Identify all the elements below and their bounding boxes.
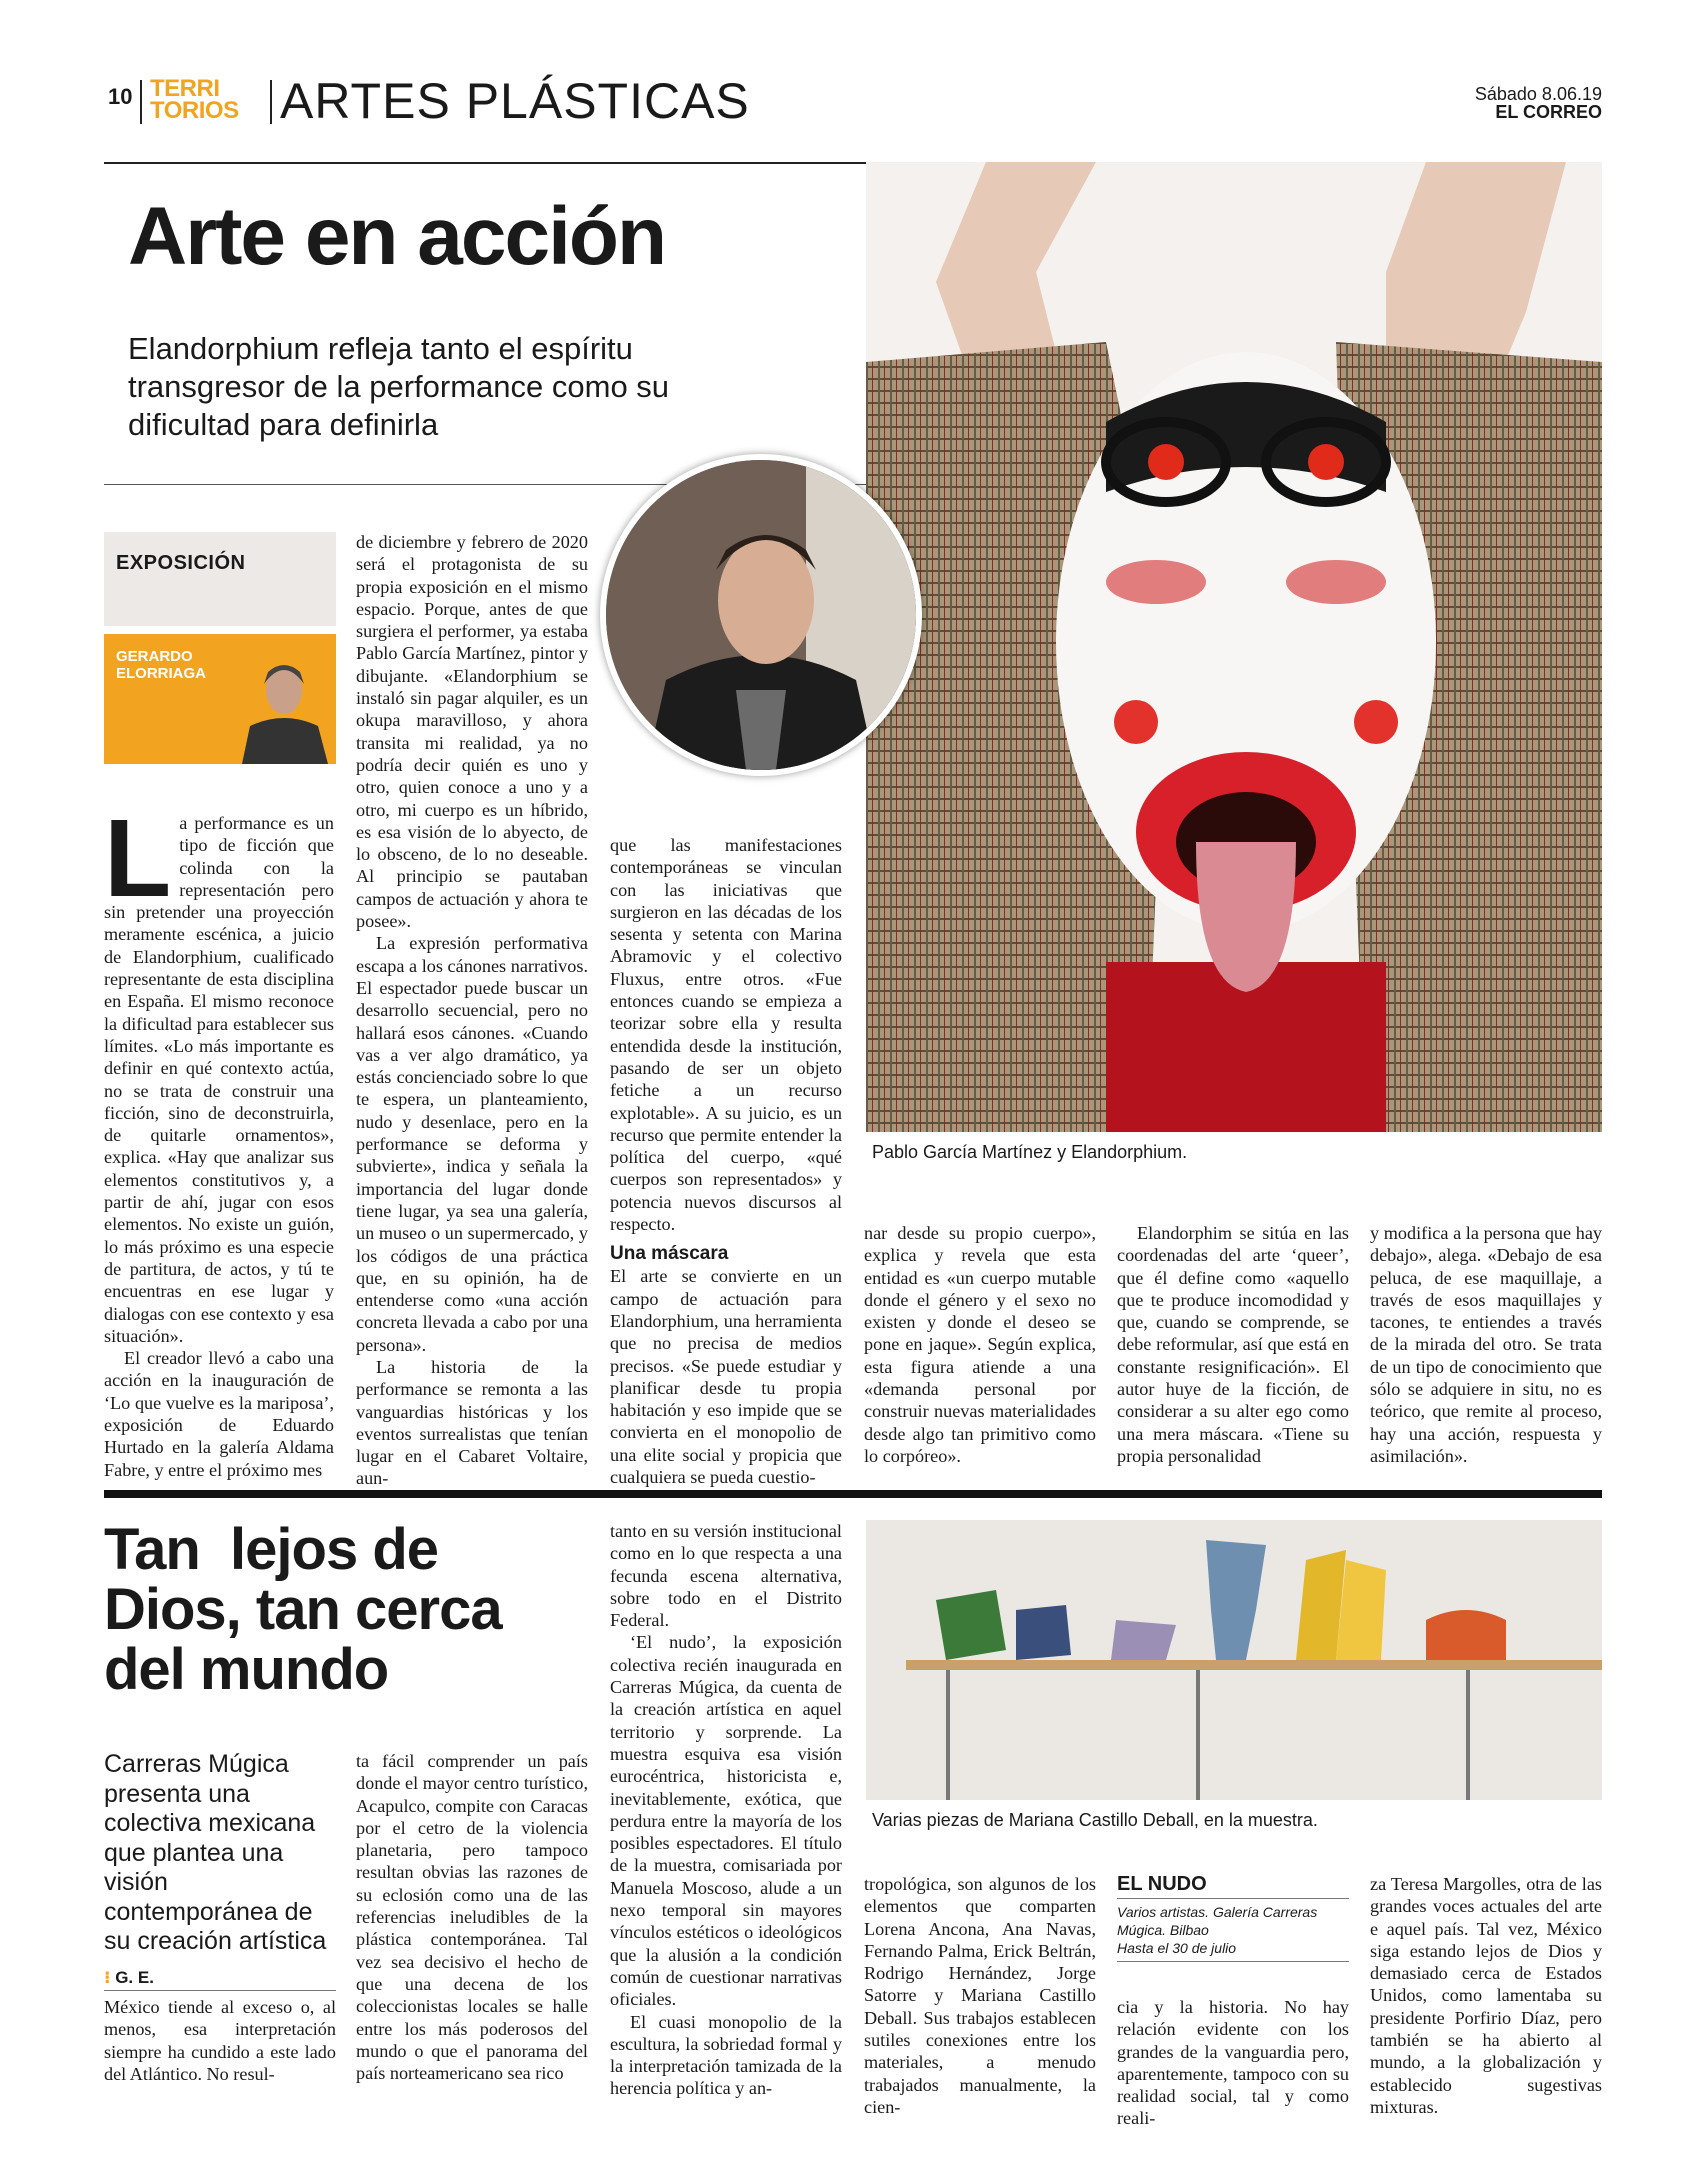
author-box bbox=[104, 634, 336, 764]
article1-col3-p1: que las manifestaciones contemporáneas se vinculan con las iniciativas que surgieron en las décadas de los sesenta y setenta con Marina Abramovic y el colectivo Fluxus, entre otros. «Fue entonces cuando se empieza a teorizar sobre ella y resulta entendida desde la institución, pasando de ser un objeto fetiche a un recurso explotable». A su juicio, es un recurso que permite entender la política del cuerpo, «qué cuerpos son representados» y potencia nuevos discursos al respecto. bbox=[610, 835, 842, 1235]
eye-paint-right bbox=[1286, 560, 1386, 604]
article2-title-line2: Dios, tan cerca bbox=[104, 1577, 502, 1642]
article1-title: Arte en acción bbox=[128, 191, 666, 282]
kicker-box bbox=[104, 532, 336, 626]
article2-col4-p1: tropológica, son algunos de los elementos que comparten Lorena Ancona, Ana Navas, Fernando Palma, Erick Beltrán, Rodrigo Hernández, Jorge Satorre y Mariana Castillo Deball. Sus trabajos establecen sutiles conexiones entre los materiales, a menudo trabajados manualmente, la cien- bbox=[864, 1874, 1096, 2117]
author-bullet-icon: ⁝ bbox=[104, 1968, 116, 1987]
author-photo bbox=[232, 634, 336, 764]
header-divider bbox=[140, 80, 142, 124]
sculptures-illustration bbox=[866, 1520, 1602, 1800]
section-logo-line1: TERRI bbox=[150, 75, 220, 102]
article1-subtitle: Elandorphium refleja tanto el espíritu transgresor de la performance como su dificultad para definirla bbox=[128, 331, 670, 442]
gallery-photo bbox=[866, 1520, 1602, 1800]
dropcap: L bbox=[104, 797, 172, 920]
shelf bbox=[906, 1660, 1602, 1670]
article1-col6-p1: y modifica a la persona que hay debajo», alega. «Debajo de esa peluca, de ese maquillaje, a través de esos maquillajes y tacones, te entiendes a través de la mirada del otro. Se trata de un tipo de conocimiento que sólo se adquiere in situ, no es teórico, que remite al proceso, hay una acción, respuesta y asimilación». bbox=[1370, 1223, 1602, 1466]
sculpture-1 bbox=[936, 1590, 1006, 1660]
newspaper-name: EL CORREO bbox=[1495, 102, 1602, 122]
article-separator bbox=[104, 1490, 1602, 1498]
article2-title bbox=[104, 1517, 502, 1702]
article2-col4 bbox=[864, 1873, 1096, 2118]
article2-author bbox=[104, 1968, 154, 1988]
page-number: 10 bbox=[108, 84, 133, 109]
portrait-photo bbox=[600, 454, 922, 776]
eye-paint-left bbox=[1106, 560, 1206, 604]
article1-col1-p1: a performance es un tipo de ficción que colinda con la representación pero sin pretender una proyección meramente escénica, a juicio de Elandorphium, cualificado representante de esta disciplina en España. El mismo reconoce la dificultad para establecer sus límites. «Lo más importante es definir en qué contexto actúa, no se trata de construir una ficción, sino de deconstruirla, de quitarle ornamentos», explica. «Hay que analizar sus elementos constitutivos y, a partir de ahí, jugar con esos elementos. No existe un guión, lo más próximo es una especie de partitura, de actos, y tú te encuentras en ese lugar y dialogas con ese contexto y esa situación». bbox=[104, 813, 334, 1346]
article2-col6-p1: za Teresa Margolles, otra de las grandes voces actuales del arte e aquel país. Tal vez, México siga estando lejos de Dios y demasiado cerca de Estados Unidos, como lamentaba su presidente Porfirio Díaz, pero también se ha abierto al mundo, a la globalización y establecido sugestivas mixturas. bbox=[1370, 1874, 1602, 2117]
info-box bbox=[1117, 1873, 1349, 1962]
article2-col1 bbox=[104, 1996, 336, 2085]
article1-col1 bbox=[104, 797, 334, 1481]
article2-col5-p1: cia y la historia. No hay relación evidente con los grandes de la vanguardia pero, aparentemente, tampoco con su realidad social, tal y como reali- bbox=[1117, 1997, 1349, 2129]
section-title: ARTES PLÁSTICAS bbox=[280, 73, 750, 129]
article2-author-name: G. E. bbox=[115, 1968, 154, 1987]
header-divider-2 bbox=[270, 80, 272, 124]
header-date: Sábado 8.06.19 bbox=[1474, 84, 1602, 104]
article1-col2-p3: La historia de la performance se remonta a las vanguardias históricas y los eventos surrealistas que tenían lugar en el Cabaret Voltaire, aun- bbox=[356, 1356, 588, 1489]
article2-col2 bbox=[356, 1750, 588, 2084]
cheek-right bbox=[1354, 700, 1398, 744]
main-photo bbox=[866, 162, 1602, 1132]
article2-col3 bbox=[610, 1520, 842, 2100]
article2-col3-p2: ‘El nudo’, la exposición colectiva recién inaugurada en Carreras Múgica, da cuenta de la creación artística en aquel territorio y sorprende. La muestra esquiva esa visión eurocéntrica, historicista e, inevitablemente, exótica, que perdura entre la mayoría de los posibles espectadores. El título de la muestra, comisariada por Manuela Moscoso, alude a un nexo temporal sin mayores vínculos estéticos o ideológicos que la alusión a la condición común de cuestionar narrativas oficiales. bbox=[610, 1632, 842, 2010]
top-rule bbox=[104, 162, 866, 164]
article1-col1-p2: El creador llevó a cabo una acción en la inauguración de ‘Lo que vuelve es la mariposa’, exposición de Eduardo Hurtado en la galería Aldama Fabre, y entre el próximo mes bbox=[104, 1348, 334, 1480]
performer-illustration bbox=[866, 162, 1602, 1132]
article2-col5 bbox=[1117, 1996, 1349, 2130]
article1-col5 bbox=[1117, 1222, 1349, 1467]
article2-col2-p1: ta fácil comprender un país donde el mayor centro turístico, Acapulco, compite con Caracas por el cetro de la violencia planetaria, pero tampoco resultan obvias las razones de su eclosión como una de las referencias ineludibles de la plástica contemporánea. Tal vez sea decisivo el hecho de que una decena de los coleccionistas locales se halle entre los más poderosos del mundo o que el panorama del país norteamericano sea rico bbox=[356, 1751, 588, 2084]
article1-col5-p1: Elandorphim se sitúa en las coordenadas del arte ‘queer’, que él define como «aquello que te produce incomodidad y que, cuando se comprende, se debe reformular, así que está en constante resignificación». El autor huye de la ficción, de considerar a su alter ego como una mera máscara. «Tiene su propia personalidad bbox=[1117, 1223, 1349, 1466]
author-name-line2: ELORRIAGA bbox=[116, 665, 206, 682]
article2-title-line1: Tan lejos de bbox=[104, 1517, 439, 1582]
author-rule bbox=[104, 1990, 336, 1991]
section-logo-line2: TORIOS bbox=[150, 97, 239, 124]
article1-col6 bbox=[1370, 1222, 1602, 1467]
sculpture-2 bbox=[1016, 1605, 1071, 1660]
cheek-left bbox=[1114, 700, 1158, 744]
article2-col3-p3: El cuasi monopolio de la escultura, la sobriedad formal y la interpretación tamizada de la herencia política y an- bbox=[610, 2011, 842, 2099]
author-name-line1: GERARDO bbox=[116, 648, 193, 665]
article2-col6 bbox=[1370, 1873, 1602, 2118]
article2-title-line3: del mundo bbox=[104, 1637, 389, 1702]
article1-col4-p1: nar desde su propio cuerpo», explica y revela que esta entidad es «un cuerpo mutable donde el género y el sexo no existen y donde el deseo se pone en jaque». Según explica, esta figura atiende a una «demanda personal por construir nuevas materialidades desde algo tan primitivo como lo corpóreo». bbox=[864, 1223, 1096, 1466]
flower-right bbox=[1308, 444, 1344, 480]
article1-col4 bbox=[864, 1222, 1096, 1467]
kicker-label: EXPOSICIÓN bbox=[116, 552, 246, 574]
article1-col2-p1: de diciembre y febrero de 2020 será el protagonista de su propia exposición en el mismo espacio. Porque, antes de que surgiera el performer, ya estaba Pablo García Martínez, pintor y dibujante. «Elandorphium se instaló sin pagar alquiler, es un okupa maravilloso, y ahora transita mi realidad, ya no podría decir quién es uno y otro, quien conoce a uno y a otro, mi cuerpo es un híbrido, es esa visión de lo abyecto, de lo obsceno, de lo no deseable. Al principio se pautaban campos de actuación y ahora te posee». bbox=[356, 532, 588, 932]
article1-col3-p2: El arte se convierte en un campo de actuación para Elandorphium, una herramienta que no precisa de medios precisos. «Se puede estudiar y planificar desde tu propia habitación y eso impide que se convierta en el monopolio de una elite social y propicia que cualquiera se pueda cuestio- bbox=[610, 1266, 842, 1488]
info-box-line2: Hasta el 30 de julio bbox=[1117, 1939, 1349, 1962]
info-box-line1: Varios artistas. Galería Carreras Múgica. Bilbao bbox=[1117, 1904, 1318, 1938]
article2-col3-p1: tanto en su versión institucional como en lo que respecta a una fecunda escena alternativa, sobre todo en el Distrito Federal. bbox=[610, 1521, 842, 1631]
portrait-illustration bbox=[606, 460, 916, 770]
sculpture-3 bbox=[1111, 1620, 1176, 1660]
article1-col2 bbox=[356, 531, 588, 1490]
portrait-face bbox=[718, 536, 814, 664]
main-photo-caption: Pablo García Martínez y Elandorphium. bbox=[872, 1142, 1188, 1162]
section-logo bbox=[150, 75, 239, 124]
article1-col3 bbox=[610, 834, 842, 1488]
article1-subhead: Una máscara bbox=[610, 1243, 729, 1265]
info-box-title: EL NUDO bbox=[1117, 1873, 1349, 1899]
article1-col2-p2: La expresión performativa escapa a los cánones narrativos. El espectador puede buscar un desarrollo secuencial, pero no hallará esos cánones. «Cuando vas a ver algo dramático, ya estás concienciado sobre lo que te espera, un planteamiento, nudo y desenlace, pero en la performance se deforma y subvierte», indica y señala la importancia del lugar donde tiene lugar, ya sea una galería, un museo o un supermercado, y los códigos de una práctica que, en su opinión, ha de entenderse como «una acción concreta llevada a cabo por una persona». bbox=[356, 933, 588, 1355]
gallery-photo-caption: Varias piezas de Mariana Castillo Deball, en la muestra. bbox=[872, 1810, 1318, 1830]
article2-col1-p1: México tiende al exceso o, al menos, esa interpretación siempre ha cundido a este lado del Atlántico. No resul- bbox=[104, 1997, 336, 2084]
article2-subtitle: Carreras Múgica presenta una colectiva mexicana que plantea una visión contemporánea de su creación artística bbox=[104, 1750, 327, 1955]
sculpture-7 bbox=[1426, 1610, 1506, 1660]
flower-left bbox=[1148, 444, 1184, 480]
